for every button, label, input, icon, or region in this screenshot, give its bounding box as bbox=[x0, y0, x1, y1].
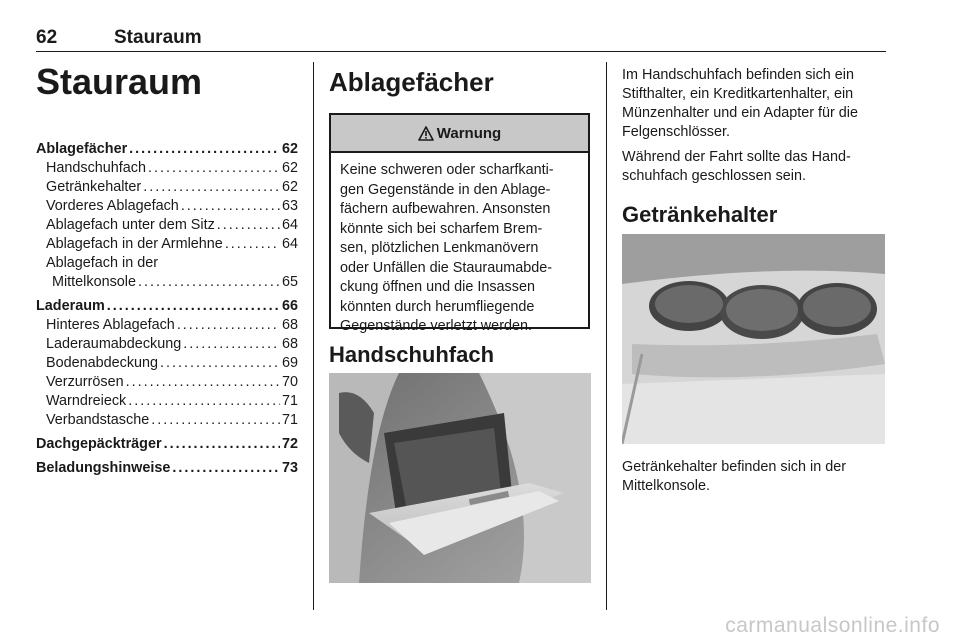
toc-entry-text: Handschuhfach bbox=[46, 160, 147, 176]
toc-chapter-entry[interactable] bbox=[36, 459, 298, 478]
toc-entry-text: Ablagefach unter dem Sitz bbox=[46, 217, 215, 233]
warning-text-line: könnte sich bei scharfem Brem- bbox=[340, 220, 543, 237]
column-divider bbox=[313, 62, 314, 610]
warning-title: Warnung bbox=[436, 124, 502, 142]
toc-entry[interactable] bbox=[36, 254, 298, 273]
toc-chapter-entry[interactable] bbox=[36, 435, 298, 454]
paragraph-line: Stifthalter, ein Kreditkartenhalter, ein bbox=[622, 86, 854, 102]
toc-entry[interactable] bbox=[36, 316, 298, 335]
toc-entry-text: Getränkehalter bbox=[46, 179, 142, 195]
page-number: 62 bbox=[36, 27, 58, 48]
toc-entry[interactable] bbox=[36, 411, 298, 430]
toc-entry-text: Verzurrösen bbox=[46, 374, 124, 390]
toc-page-number: 73 bbox=[281, 460, 298, 476]
toc-page-number: 69 bbox=[281, 355, 298, 371]
toc-page-number: 62 bbox=[281, 141, 298, 157]
cupholder-photo bbox=[622, 234, 885, 444]
toc-entry-continuation[interactable] bbox=[36, 273, 298, 292]
toc-page-number: 68 bbox=[281, 336, 298, 352]
chapter-title: Stauraum bbox=[36, 61, 203, 102]
toc-leader-dots bbox=[129, 140, 280, 159]
toc-entry-text: Hinteres Ablagefach bbox=[46, 317, 175, 333]
toc-entry[interactable] bbox=[36, 373, 298, 392]
toc-entry-text: Vorderes Ablagefach bbox=[46, 198, 179, 214]
toc-page-number: 66 bbox=[281, 298, 298, 314]
toc-entry-text: Dachgepäckträger bbox=[36, 436, 162, 452]
warning-text-line: sen, plötzlichen Lenkmanövern bbox=[340, 240, 539, 256]
running-title: Stauraum bbox=[114, 27, 202, 48]
glovebox-illustration bbox=[329, 373, 591, 583]
toc-entry[interactable] bbox=[36, 392, 298, 411]
paragraph-line: Felgenschlösser. bbox=[622, 124, 730, 140]
toc-entry-text: Ablagefach in der Armlehne bbox=[46, 236, 223, 252]
toc-entry-text: Laderaum bbox=[36, 298, 105, 314]
paragraph-line: schuhfach geschlossen sein. bbox=[622, 168, 806, 184]
toc-entry-text: Warndreieck bbox=[46, 393, 127, 409]
toc-entry-text: Mittelkonsole bbox=[52, 274, 136, 290]
warning-text bbox=[331, 153, 588, 337]
toc-leader-dots bbox=[160, 354, 280, 373]
toc-leader-dots bbox=[181, 197, 280, 216]
toc-leader-dots bbox=[164, 435, 280, 454]
handschuhfach-paragraph-2 bbox=[622, 148, 851, 186]
handschuhfach-paragraph-1 bbox=[622, 66, 858, 142]
toc-page-number: 71 bbox=[281, 393, 298, 409]
watermark: carmanualsonline.info bbox=[725, 614, 940, 637]
warning-triangle-icon bbox=[418, 126, 434, 141]
warning-text-line: ckung öffnen und die Insassen bbox=[340, 279, 535, 295]
toc-entry[interactable] bbox=[36, 178, 298, 197]
toc-entry[interactable] bbox=[36, 159, 298, 178]
warning-text-line: gen Gegenstände in den Ablage- bbox=[340, 181, 551, 198]
warning-header bbox=[331, 115, 588, 153]
toc-entry[interactable] bbox=[36, 335, 298, 354]
warning-text-line: fächern aufbewahren. Ansonsten bbox=[340, 201, 551, 217]
warning-text-line: könnten durch herumfliegende bbox=[340, 298, 535, 315]
toc-entry-text: Ablagefach in der bbox=[46, 255, 159, 271]
toc-entry-text: Laderaumabdeckung bbox=[46, 336, 182, 352]
toc-page-number: 62 bbox=[281, 179, 298, 195]
toc-page-number: 70 bbox=[281, 374, 298, 390]
toc-leader-dots bbox=[107, 297, 280, 316]
glovebox-photo bbox=[329, 373, 591, 583]
toc-page-number: 68 bbox=[281, 317, 298, 333]
toc-entry[interactable] bbox=[36, 354, 298, 373]
toc-page-number: 64 bbox=[281, 217, 298, 233]
toc-entry-text: Verbandstasche bbox=[46, 412, 150, 428]
header-rule bbox=[36, 51, 886, 52]
table-of-contents bbox=[36, 140, 298, 478]
section-title-handschuhfach: Handschuhfach bbox=[329, 342, 495, 367]
toc-page-number: 65 bbox=[281, 274, 298, 290]
section-title-ablagefaecher: Ablagefächer bbox=[329, 67, 494, 97]
getraenkehalter-paragraph bbox=[622, 458, 846, 496]
toc-leader-dots bbox=[151, 411, 280, 430]
warning-text-line: Gegenstände verletzt werden. bbox=[340, 318, 532, 334]
toc-leader-dots bbox=[177, 316, 280, 335]
toc-page-number: 63 bbox=[281, 198, 298, 214]
toc-page-number: 71 bbox=[281, 412, 298, 428]
column-divider bbox=[606, 62, 607, 610]
paragraph-line: Getränkehalter befinden sich in der bbox=[622, 459, 846, 475]
toc-page-number: 62 bbox=[281, 160, 298, 176]
toc-page-number: 72 bbox=[281, 436, 298, 452]
toc-entry-text: Beladungshinweise bbox=[36, 460, 171, 476]
toc-entry-text: Bodenabdeckung bbox=[46, 355, 159, 371]
toc-leader-dots bbox=[217, 216, 280, 235]
toc-leader-dots bbox=[183, 335, 280, 354]
toc-leader-dots bbox=[172, 459, 280, 478]
toc-leader-dots bbox=[128, 392, 280, 411]
toc-leader-dots bbox=[225, 235, 280, 254]
toc-leader-dots bbox=[126, 373, 280, 392]
toc-chapter-entry[interactable] bbox=[36, 297, 298, 316]
toc-entry[interactable] bbox=[36, 197, 298, 216]
warning-text-line: oder Unfällen die Stauraumabde- bbox=[340, 259, 552, 276]
paragraph-line: Mittelkonsole. bbox=[622, 478, 710, 494]
warning-box bbox=[329, 113, 590, 334]
toc-entry[interactable] bbox=[36, 235, 298, 254]
warning-text-line: Keine schweren oder scharfkanti- bbox=[340, 162, 554, 178]
cupholder-illustration bbox=[622, 234, 885, 444]
toc-leader-dots bbox=[148, 159, 280, 178]
paragraph-line: Im Handschuhfach befinden sich ein bbox=[622, 67, 854, 83]
toc-page-number: 64 bbox=[281, 236, 298, 252]
toc-leader-dots bbox=[143, 178, 280, 197]
toc-chapter-entry[interactable] bbox=[36, 140, 298, 159]
toc-leader-dots bbox=[138, 273, 280, 292]
section-title-getraenkehalter: Getränkehalter bbox=[622, 202, 778, 227]
paragraph-line: Während der Fahrt sollte das Hand- bbox=[622, 149, 851, 165]
toc-entry-text: Ablagefächer bbox=[36, 141, 128, 157]
paragraph-line: Münzenhalter und ein Adapter für die bbox=[622, 105, 859, 121]
toc-entry[interactable] bbox=[36, 216, 298, 235]
